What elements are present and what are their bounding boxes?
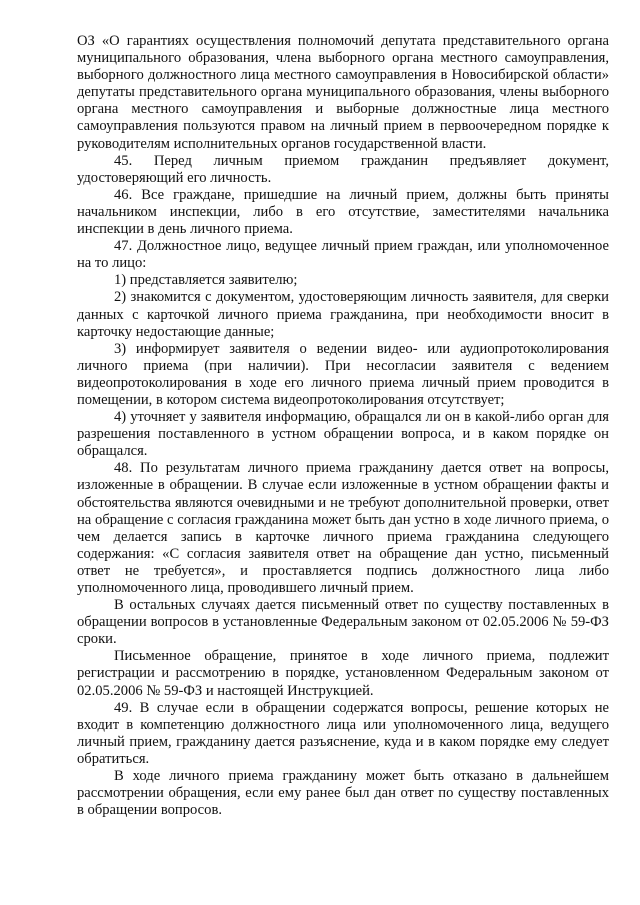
list-item-47-2: 2) знакомится с документом, удостоверяющим личность заявителя, для сверки данных с карточкой личного приема гражданина, при необходимости вносит в карточку недостающие данные; (77, 289, 609, 340)
paragraph-48-written-appeal: Письменное обращение, принятое в ходе личного приема, подлежит регистрации и рассмотрению в порядке, установленном Федеральным законом от 02.05.2006 № 59-ФЗ и настоящей Инструкцией. (77, 648, 609, 699)
paragraph-48-other-cases: В остальных случаях дается письменный ответ по существу поставленных в обращении вопросов в установленные Федеральным законом от 02.05.2006 № 59-ФЗ сроки. (77, 597, 609, 648)
paragraph-45: 45. Перед личным приемом гражданин предъявляет документ, удостоверяющий его личность. (77, 152, 609, 186)
paragraph-49-refusal: В ходе личного приема гражданину может быть отказано в дальнейшем рассмотрении обращения, если ему ранее был дан ответ по существу поставленных в обращении вопросов. (77, 768, 609, 819)
list-item-47-1: 1) представляется заявителю; (114, 272, 298, 289)
list-item-47-4: 4) уточняет у заявителя информацию, обращался ли он в какой-либо орган для разрешения поставленного в устном обращении вопроса, и в каком порядке он обращался. (77, 409, 609, 460)
paragraph-47: 47. Должностное лицо, ведущее личный прием граждан, или уполномоченное на то лицо: (77, 238, 609, 272)
paragraph-48: 48. По результатам личного приема гражданину дается ответ на вопросы, изложенные в обращении. В случае если изложенные в устном обращении факты и обстоятельства являются очевидными и не требуют дополнительной проверки, ответ на обращение с согласия гражданина может быть дан устно в ходе личного приема, о чем делается запись в карточке личного приема гражданина следующего содержания: «С согласия заявителя ответ на обращение дан устно, письменный ответ не требуется», и проставляется подпись должностного лица либо уполномоченного лица, проводившего личный прием. (77, 460, 609, 596)
list-item-47-3: 3) информирует заявителя о ведении видео- или аудиопротоколирования личного приема (при наличии). При несогласии заявителя с ведением видеопротоколирования в ходе его личного приема личный прием проводится в помещении, в котором система видеопротоколирования отсутствует; (77, 340, 609, 408)
paragraph-46: 46. Все граждане, пришедшие на личный прием, должны быть приняты начальником инспекции, либо в его отсутствие, заместителями начальника инспекции в день личного приема. (77, 186, 609, 238)
paragraph-49: 49. В случае если в обращении содержатся вопросы, решение которых не входит в компетенцию должностного лица или уполномоченного лица, ведущего личный прием, гражданину дается разъяснение, куда и в каком порядке ему следует обратиться. (77, 699, 609, 767)
paragraph-continuation: ОЗ «О гарантиях осуществления полномочий депутата представительного органа муниципального образования, члена выборного органа местного самоуправления, выборного должностного лица местного самоуправления в Новосибирской области» депутаты представительного органа муниципального образования, члены выборного органа местного самоуправления и выборные должностные лица местного самоуправления пользуются правом на личный прием в первоочередном порядке к руководителям исполнительных органов государственной власти. (77, 33, 609, 152)
document-page (77, 33, 609, 819)
